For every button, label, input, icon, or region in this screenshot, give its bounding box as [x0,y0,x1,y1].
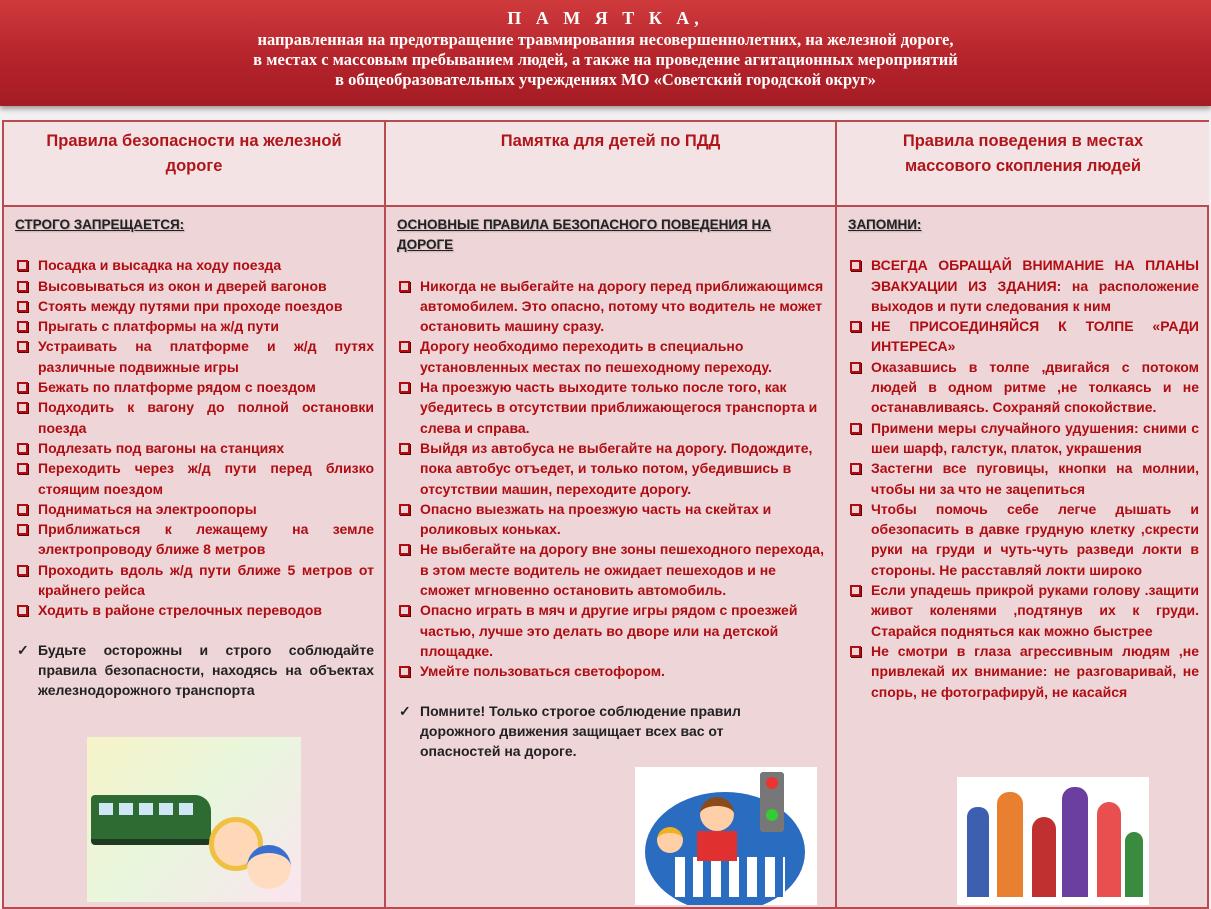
list-item [15,600,374,620]
train-illustration [87,737,301,902]
child-icon [700,797,734,831]
item-text: Подлезать под вагоны на станциях [38,439,285,456]
subtitle-line: в общеобразовательных учреждениях МО «Советский городской округ» [335,70,876,89]
checkbox-bullet-icon [17,321,28,332]
column-heading: Памятка для детей по ПДД [386,122,835,207]
checkbox-bullet-icon [17,463,28,474]
subtitle-line: в местах с массовым пребыванием людей, а также на проведение агитационных мероприятий [253,50,958,69]
checkbox-bullet-icon [17,341,28,352]
note [397,701,825,762]
list-item [15,397,374,438]
item-text: Не выбегайте на дорогу вне зоны пешеходного перехода, в этом месте водитель не ожидает пешеходов и не сможет мгновенно остановить автомобиль. [420,541,824,599]
item-text: Посадка и высадка на ходу поезда [38,257,282,274]
item-text: Опасно выезжать на проезжую часть на скейтах и роликовых коньках. [420,500,772,538]
checkbox-bullet-icon [17,382,28,393]
item-text: Подниматься на электроопоры [38,500,257,517]
checkbox-bullet-icon [850,646,861,657]
note-text: Помните! Только строгое соблюдение правил дорожного движения защищает всех вас от опасностей на дороге. [420,702,741,760]
list-item [848,316,1199,357]
crosswalk-illustration [635,767,817,905]
rules-table [2,120,1209,909]
section-title: СТРОГО ЗАПРЕЩАЕТСЯ: [15,217,185,232]
item-text: На проезжую часть выходите только после того, как убедитесь в отсутствии приближающегося транспорта и слева и справа. [420,379,818,436]
checkbox-bullet-icon [850,321,861,332]
item-text: Дорогу необходимо переходить в специально установленных местах по пешеходному переходу. [420,338,772,375]
rules-list [848,255,1199,702]
list-item [397,661,825,681]
rules-list [397,276,825,682]
item-text: Приближаться к лежащему на земле электропроводу ближе 8 метров [38,521,374,558]
item-text: Стоять между путями при проходе поездов [38,297,343,314]
checkbox-bullet-icon [399,666,410,677]
checkbox-bullet-icon [850,463,861,474]
list-item [15,316,374,336]
item-text: Переходить через ж/д пути перед близко стоящим поездом [38,460,374,497]
item-text: Ходить в районе стрелочных переводов [38,602,323,619]
crowd-column [837,122,1209,907]
list-item [848,499,1199,580]
item-text: Бежать по платформе рядом с поездом [38,379,316,396]
item-text: Не смотри в глаза агрессивным людям ,не привлекай их внимание: не разговаривай, не спорь, не фотографируй, не касайся [871,642,1199,700]
checkbox-bullet-icon [17,281,28,292]
checkbox-bullet-icon [399,281,410,292]
item-text: НЕ ПРИСОЕДИНЯЙСЯ К ТОЛПЕ «РАДИ ИНТЕРЕСА» [871,318,1199,355]
checkbox-bullet-icon [399,382,410,393]
list-item [848,357,1199,418]
railway-column [4,122,386,907]
traffic-column [386,122,837,907]
column-heading: Правила безопасности на железной дороге [4,122,384,207]
list-item [397,336,825,377]
checkbox-bullet-icon [850,504,861,515]
checkbox-bullet-icon [399,341,410,352]
list-item [397,499,825,540]
list-item [15,255,374,275]
title-banner [0,0,1211,106]
checkbox-bullet-icon [399,605,410,616]
checkbox-bullet-icon [850,423,861,434]
item-text: Застегни все пуговицы, кнопки на молнии, чтобы ни за что не зацепиться [871,460,1199,497]
item-text: Прыгать с платформы на ж/д пути [38,318,279,335]
item-text: Умейте пользоваться светофором. [420,663,665,680]
note [15,640,374,701]
item-text: Оказавшись в толпе ,двигайся с потоком людей в одном ритме ,не толкаясь и не останавливаясь. Сохраняй спокойствие. [871,358,1199,416]
column-heading: Правила поведения в местах массового скопления людей [837,122,1209,207]
memo-title: П А М Я Т К А, [507,8,704,28]
child-icon [657,827,683,853]
check-icon: ✓ [399,702,411,719]
item-text: Проходить вдоль ж/д пути ближе 5 метров от крайнего рейса [38,561,374,599]
list-item [397,276,825,337]
rules-list [15,255,374,620]
list-item [15,499,374,519]
list-item [848,418,1199,459]
list-item [848,458,1199,499]
item-text: Если упадешь прикрой руками голову .защити живот коленями ,подтянув их к груди. Старайся подняться как можно быстрее [871,582,1199,639]
checkbox-bullet-icon [850,260,861,271]
checkbox-bullet-icon [399,443,410,454]
checkbox-bullet-icon [17,605,28,616]
list-item [15,438,374,458]
checkbox-bullet-icon [17,565,28,576]
subtitle-line: направленная на предотвращение травмирования несовершеннолетних, на железной дороге, [257,30,954,49]
list-item [15,519,374,560]
list-item [397,438,825,499]
checkbox-bullet-icon [17,443,28,454]
checkbox-bullet-icon [850,362,861,373]
list-item [848,641,1199,702]
list-item [397,539,825,600]
item-text: Опасно играть в мяч и другие игры рядом с проезжей частью, лучше это делать во дворе или на детской площадке. [420,602,798,659]
crowd-illustration [957,777,1149,905]
list-item [15,377,374,397]
checkbox-bullet-icon [399,504,410,515]
item-text: Подходить к вагону до полной остановки поезда [38,399,374,436]
item-text: ВСЕГДА ОБРАЩАЙ ВНИМАНИЕ НА ПЛАНЫ ЭВАКУАЦИИ ИЗ ЗДАНИЯ: на расположение выходов и пути следования к ним [871,257,1199,314]
list-item [15,336,374,377]
check-icon: ✓ [17,641,29,658]
checkbox-bullet-icon [17,260,28,271]
child-icon [247,845,291,889]
item-text: Выйдя из автобуса не выбегайте на дорогу. Подождите, пока автобус отъедет, и только потом, убедившись в отсутствии машин, переходите дорогу. [420,439,813,497]
list-item [15,560,374,601]
checkbox-bullet-icon [17,301,28,312]
list-item [397,600,825,661]
person-icon [967,807,989,897]
list-item [15,458,374,499]
list-item [848,580,1199,641]
list-item [848,255,1199,316]
checkbox-bullet-icon [850,585,861,596]
item-text: Примени меры случайного удушения: сними с шеи шарф, галстук, платок, украшения [871,419,1199,456]
list-item [397,377,825,438]
item-text: Никогда не выбегайте на дорогу перед приближающимся автомобилем. Это опасно, потому что водитель не может остановить машину сразу. [420,277,824,335]
list-item [15,276,374,296]
section-title: ЗАПОМНИ: [848,217,922,232]
checkbox-bullet-icon [17,524,28,535]
item-text: Устраивать на платформе и ж/д путях различные подвижные игры [38,338,374,375]
section-title: ОСНОВНЫЕ ПРАВИЛА БЕЗОПАСНОГО ПОВЕДЕНИЯ НА ДОРОГЕ [397,217,771,253]
checkbox-bullet-icon [399,544,410,555]
item-text: Чтобы помочь себе легче дышать и обезопасить в давке грудную клетку ,скрести руки на груди и чуть-чуть разведи локти в стороны. Не расставляй локти широко [871,500,1199,578]
note-text: Будьте осторожны и строго соблюдайте правила безопасности, находясь на объектах железнодорожного транспорта [38,641,374,699]
checkbox-bullet-icon [17,402,28,413]
checkbox-bullet-icon [17,504,28,515]
list-item [15,296,374,316]
item-text: Высовываться из окон и дверей вагонов [38,277,327,294]
